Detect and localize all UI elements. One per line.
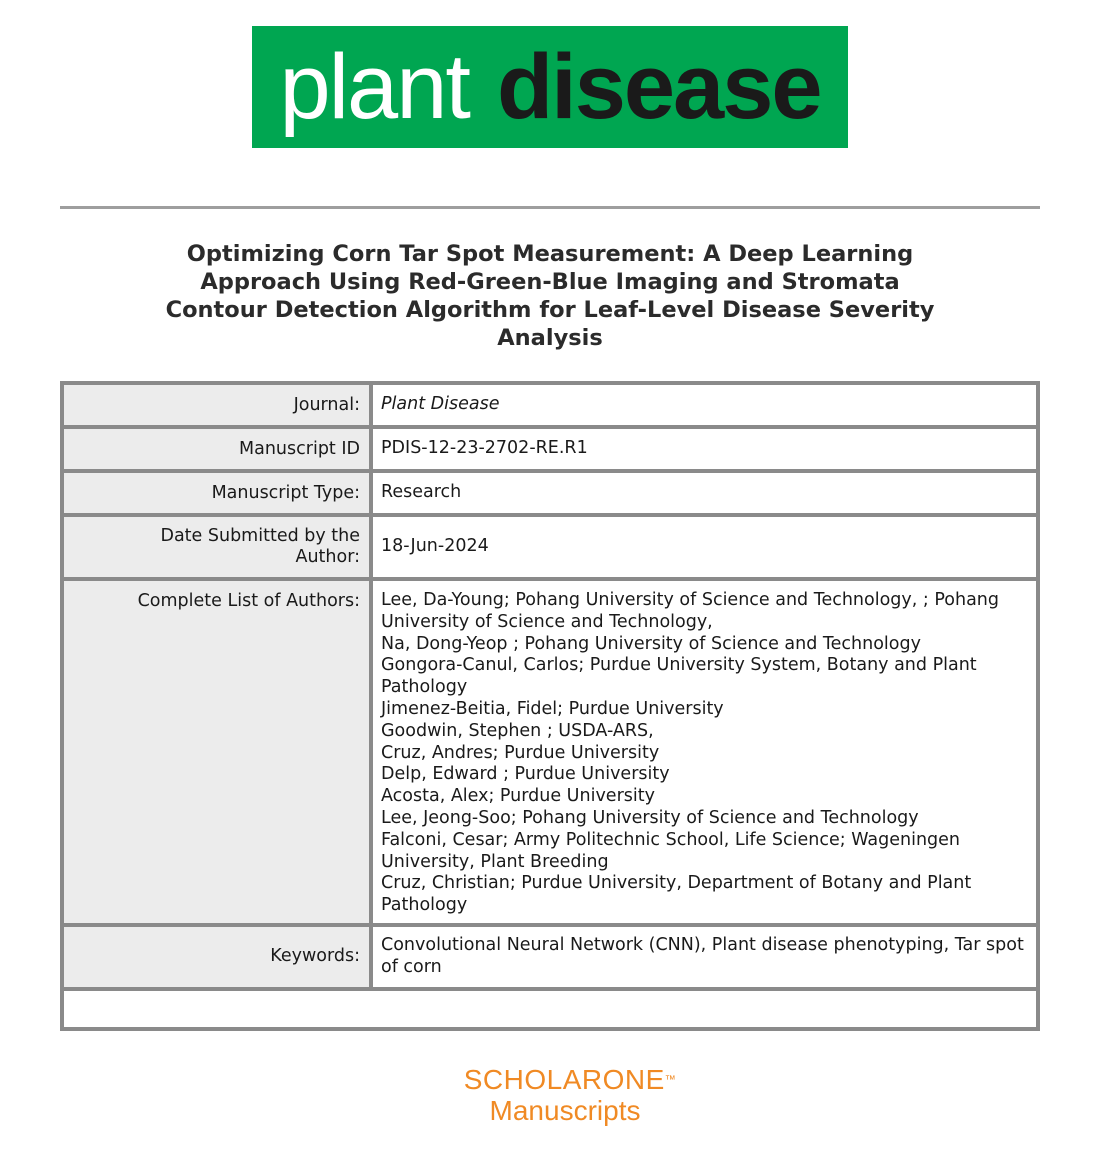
scholarone-wordmark: SCHOLARONE™ <box>463 1064 677 1095</box>
author-line: Delp, Edward ; Purdue University <box>381 764 670 785</box>
empty-row <box>62 989 1038 1029</box>
author-line: Cruz, Christian; Purdue University, Department of Botany and Plant <box>381 873 972 894</box>
author-line: Pathology <box>381 895 468 916</box>
author-line: Acosta, Alex; Purdue University <box>381 786 655 807</box>
header-divider <box>60 206 1040 209</box>
author-line: Pathology <box>381 677 468 698</box>
author-line: University of Science and Technology, <box>381 611 713 632</box>
trademark-symbol: ™ <box>664 1074 677 1086</box>
author-line: University, Plant Breeding <box>381 851 609 872</box>
date-submitted-row <box>62 515 1038 579</box>
keywords-value <box>371 925 1038 989</box>
journal-label: Journal: <box>62 383 371 427</box>
title-line: Contour Detection Algorithm for Leaf-Level Disease Severity <box>165 297 935 323</box>
logo-word-plant: plant <box>279 36 469 138</box>
authors-row <box>62 579 1038 925</box>
journal-row <box>62 383 1038 427</box>
keywords-label: Keywords: <box>62 925 371 989</box>
date-submitted-label: Date Submitted by the Author: <box>62 515 371 579</box>
manuscript-id-label: Manuscript ID <box>62 427 371 471</box>
author-line: Lee, Jeong-Soo; Pohang University of Science and Technology <box>381 807 919 828</box>
author-line: Lee, Da-Young; Pohang University of Science and Technology, ; Pohang <box>381 590 999 610</box>
author-line: Jimenez-Beitia, Fidel; Purdue University <box>381 698 724 719</box>
empty-cell <box>62 989 1038 1029</box>
manuscript-info-table <box>60 381 1040 1031</box>
authors-list <box>371 579 1038 925</box>
manuscript-id-value: PDIS-12-23-2702-RE.R1 <box>371 427 1038 471</box>
journal-logo <box>252 26 848 148</box>
keywords-row <box>62 925 1038 989</box>
keywords-line: Convolutional Neural Network (CNN), Plant disease phenotyping, Tar spot <box>381 935 1024 956</box>
manuscript-type-value: Research <box>371 471 1038 515</box>
manuscript-type-label: Manuscript Type: <box>62 471 371 515</box>
manuscript-type-row <box>62 471 1038 515</box>
authors-label: Complete List of Authors: <box>62 579 371 925</box>
date-submitted-value: 18-Jun-2024 <box>371 515 1038 579</box>
manuscripts-wordmark: Manuscripts <box>489 1095 641 1126</box>
keywords-line: of corn <box>381 956 442 977</box>
paper-title <box>140 240 960 352</box>
author-line: Na, Dong-Yeop ; Pohang University of Science and Technology <box>381 633 921 654</box>
author-line: Goodwin, Stephen ; USDA-ARS, <box>381 720 654 741</box>
author-line: Falconi, Cesar; Army Politechnic School, Life Science; Wageningen <box>381 829 961 850</box>
title-line: Optimizing Corn Tar Spot Measurement: A Deep Learning <box>186 241 914 267</box>
author-line: Gongora-Canul, Carlos; Purdue University System, Botany and Plant <box>381 655 977 676</box>
author-line: Cruz, Andres; Purdue University <box>381 742 660 763</box>
title-line: Analysis <box>497 325 603 351</box>
title-line: Approach Using Red-Green-Blue Imaging and Stromata <box>200 269 900 295</box>
scholarone-logo <box>400 1065 740 1127</box>
manuscript-id-row <box>62 427 1038 471</box>
journal-value: Plant Disease <box>371 383 1038 427</box>
logo-word-disease: disease <box>496 36 821 138</box>
